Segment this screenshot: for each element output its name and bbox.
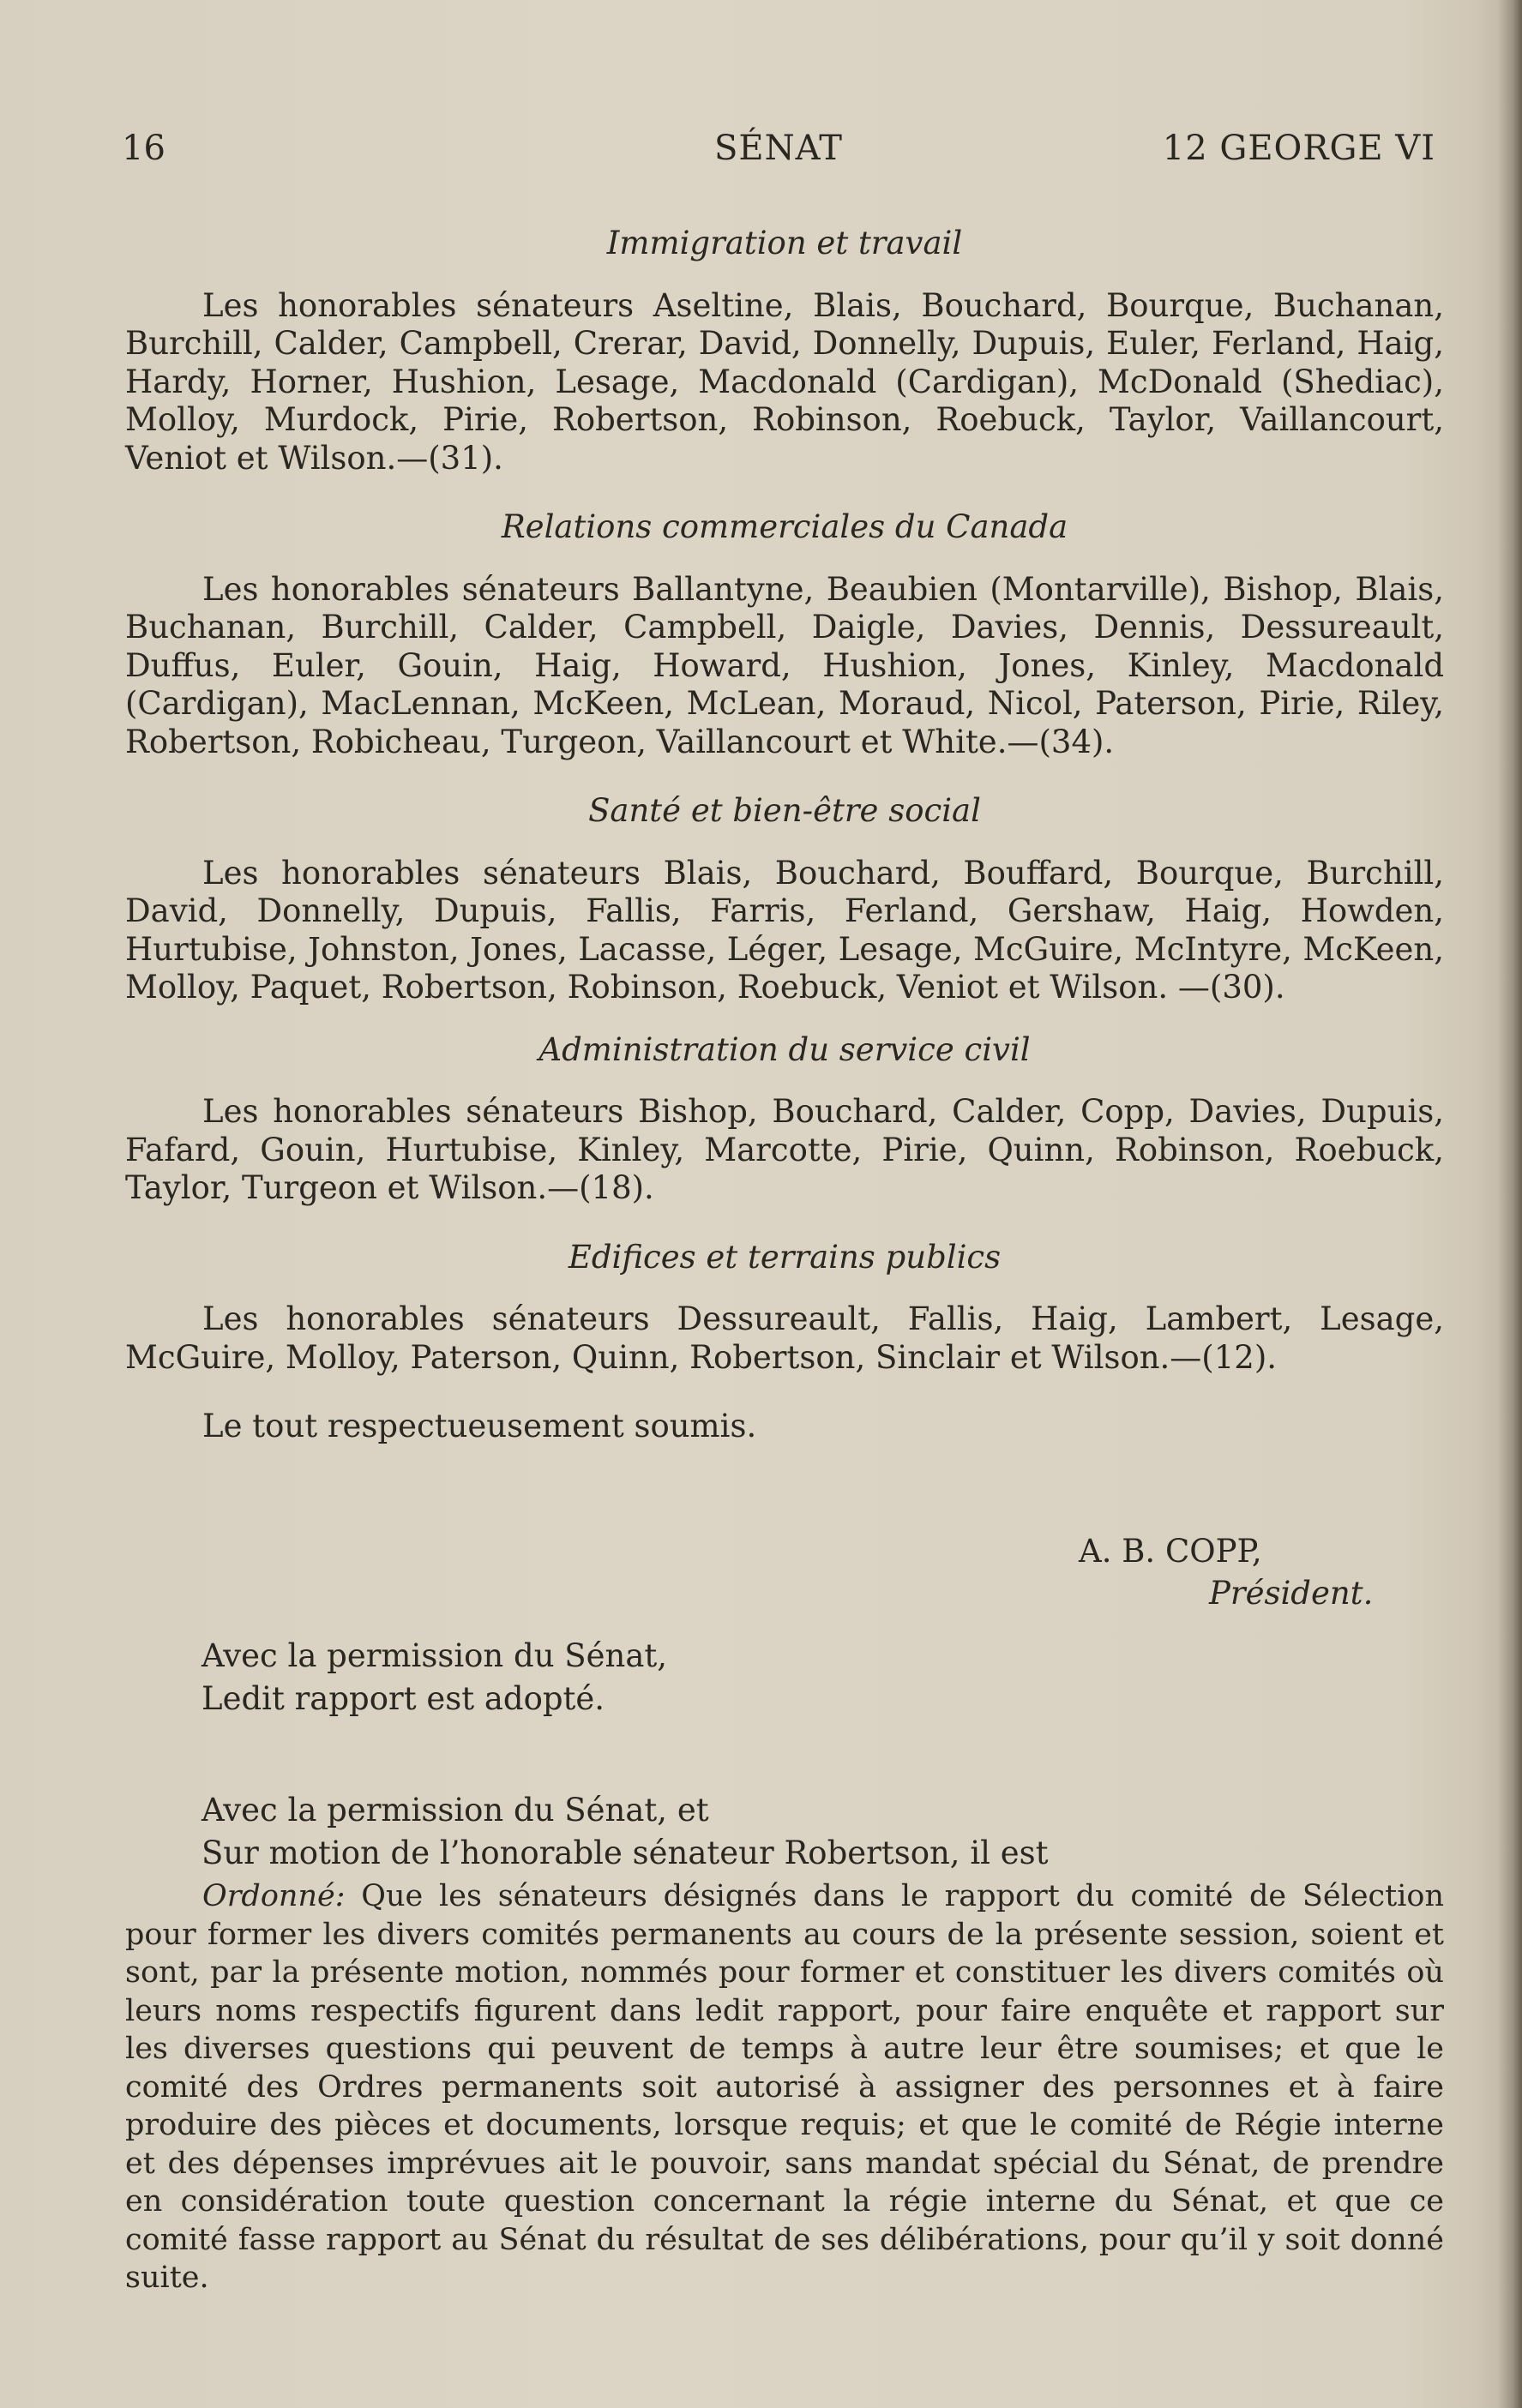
adoption-line-1: Avec la permission du Sénat, bbox=[202, 1637, 668, 1674]
header-regnal-year: 12 GEORGE VI bbox=[1162, 129, 1435, 168]
main-content bbox=[125, 225, 1444, 1446]
closing-line: Le tout respectueusement soumis. bbox=[202, 1408, 757, 1444]
page-number: 16 bbox=[122, 129, 165, 168]
ordered-label: Ordonné: bbox=[202, 1879, 346, 1913]
section-title-administration: Administration du service civil bbox=[538, 1030, 1031, 1068]
section-text-sante: Les honorables sénateurs Blais, Bouchard, Bouffard, Bourque, Burchill, David, Donnelly, Dupuis, Fallis, Farris, Ferland, Gershaw, Haig, Howden, Hurtubise, Johnston, Jones, Lacasse, Léger, Lesage, McGuire, McIntyre, McKeen, Molloy, Paquet, Robertson, Robinson, Roebuck, Veniot et Wilson. —(30). bbox=[125, 854, 1444, 1006]
section-title-edifices: Edifices et terrains publics bbox=[568, 1238, 1002, 1276]
adoption-line-2: Ledit rapport est adopté. bbox=[202, 1680, 605, 1717]
section-title-sante: Santé et bien-être social bbox=[588, 792, 981, 829]
page-edge-shadow bbox=[1498, 0, 1522, 2408]
motion-line-2: Sur motion de l’honorable sénateur Robertson, il est bbox=[202, 1835, 1049, 1871]
motion-line-1: Avec la permission du Sénat, et bbox=[202, 1792, 709, 1829]
ordered-paragraph bbox=[125, 1877, 1444, 2297]
section-title-relations: Relations commerciales du Canada bbox=[501, 508, 1068, 545]
ordered-block bbox=[125, 1877, 1444, 2297]
section-text-immigration: Les honorables sénateurs Aseltine, Blais, Bouchard, Bourque, Buchanan, Burchill, Calder, Campbell, Crerar, David, Donnelly, Dupuis, Euler, Ferland, Haig, Hardy, Horner, Hushion, Lesage, Macdonald (Cardigan), McDonald (Shediac), Molloy, Murdock, Pirie, Robertson, Robinson, Roebuck, Taylor, Vaillancourt, Veniot et Wilson.—(31). bbox=[125, 286, 1444, 477]
signature-role: Président. bbox=[1209, 1575, 1374, 1612]
header-title: SÉNAT bbox=[714, 129, 843, 168]
section-text-edifices: Les honorables sénateurs Dessureault, Fallis, Haig, Lambert, Lesage, McGuire, Molloy, Paterson, Quinn, Robertson, Sinclair et Wilson.—(12). bbox=[125, 1300, 1444, 1376]
ordered-text: Que les sénateurs désignés dans le rapport du comité de Sélection pour former les divers comités permanents au cours de la présente session, soient et sont, par la présente motion, nommés pour former et constituer les divers comités où leurs noms respectifs figurent dans ledit rapport, pour faire enquête et rapport sur les diverses questions qui peuvent de temps à autre leur être soumises; et que le comité des Ordres permanents soit autorisé à assigner des personnes et à faire produire des pièces et documents, lorsque requis; et que le comité de Régie interne et des dépenses imprévues ait le pouvoir, sans mandat spécial du Sénat, de prendre en considération toute question concernant la régie interne du Sénat, et que ce comité fasse rapport au Sénat du résultat de ses délibérations, pour qu’il y soit donné suite. bbox=[125, 1879, 1444, 2295]
section-title-immigration: Immigration et travail bbox=[606, 225, 963, 261]
running-header bbox=[122, 127, 1435, 170]
section-text-relations: Les honorables sénateurs Ballantyne, Beaubien (Montarville), Bishop, Blais, Buchanan, Burchill, Calder, Campbell, Daigle, Davies, Dennis, Dessureault, Duffus, Euler, Gouin, Haig, Howard, Hushion, Jones, Kinley, Macdonald (Cardigan), MacLennan, McKeen, McLean, Moraud, Nicol, Paterson, Pirie, Riley, Robertson, Robicheau, Turgeon, Vaillancourt et White.—(34). bbox=[125, 570, 1444, 760]
signature-name: A. B. COPP, bbox=[1079, 1533, 1262, 1570]
section-text-administration: Les honorables sénateurs Bishop, Bouchard, Calder, Copp, Davies, Dupuis, Fafard, Gouin, Hurtubise, Kinley, Marcotte, Pirie, Quinn, Robinson, Roebuck, Taylor, Turgeon et Wilson.—(18). bbox=[125, 1093, 1444, 1206]
